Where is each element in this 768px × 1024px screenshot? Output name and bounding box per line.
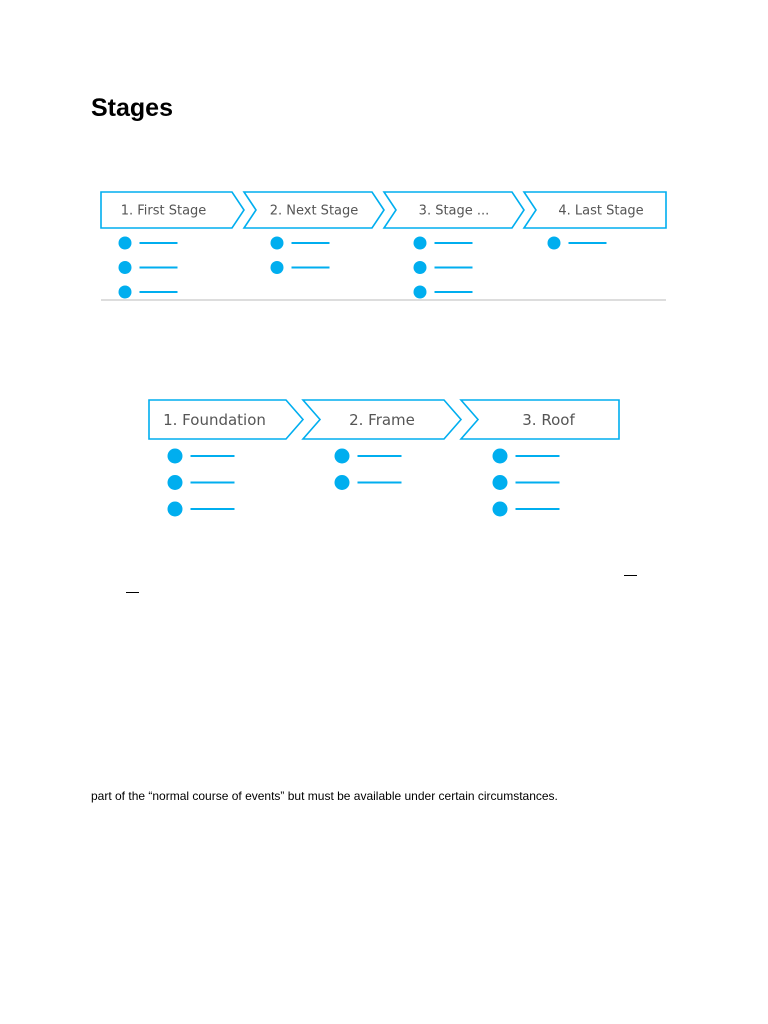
stage-label: 1. Foundation bbox=[163, 410, 266, 429]
bullet-dot bbox=[335, 449, 350, 464]
bullet-dot bbox=[493, 502, 508, 517]
bullet-dot bbox=[493, 475, 508, 490]
stage-label: 2. Next Stage bbox=[269, 203, 359, 219]
bullet-dot bbox=[168, 502, 183, 517]
body-text: part of the “normal course of events” but must be available under certain circumstances. bbox=[91, 789, 558, 803]
bullet-dot bbox=[168, 475, 183, 490]
stage-label: 1. First Stage bbox=[120, 203, 207, 219]
bullet-dot bbox=[493, 449, 508, 464]
stage-label: 2. Frame bbox=[349, 410, 415, 429]
stage-label: 3. Roof bbox=[522, 410, 575, 429]
bullet-dot bbox=[335, 475, 350, 490]
stage-label: 3. Stage ... bbox=[418, 203, 490, 219]
stage-label: 4. Last Stage bbox=[558, 203, 644, 219]
bullet-dot bbox=[168, 449, 183, 464]
dash-mark-right bbox=[624, 575, 637, 576]
page-title: Stages bbox=[91, 94, 173, 122]
dash-mark-left bbox=[126, 592, 139, 593]
